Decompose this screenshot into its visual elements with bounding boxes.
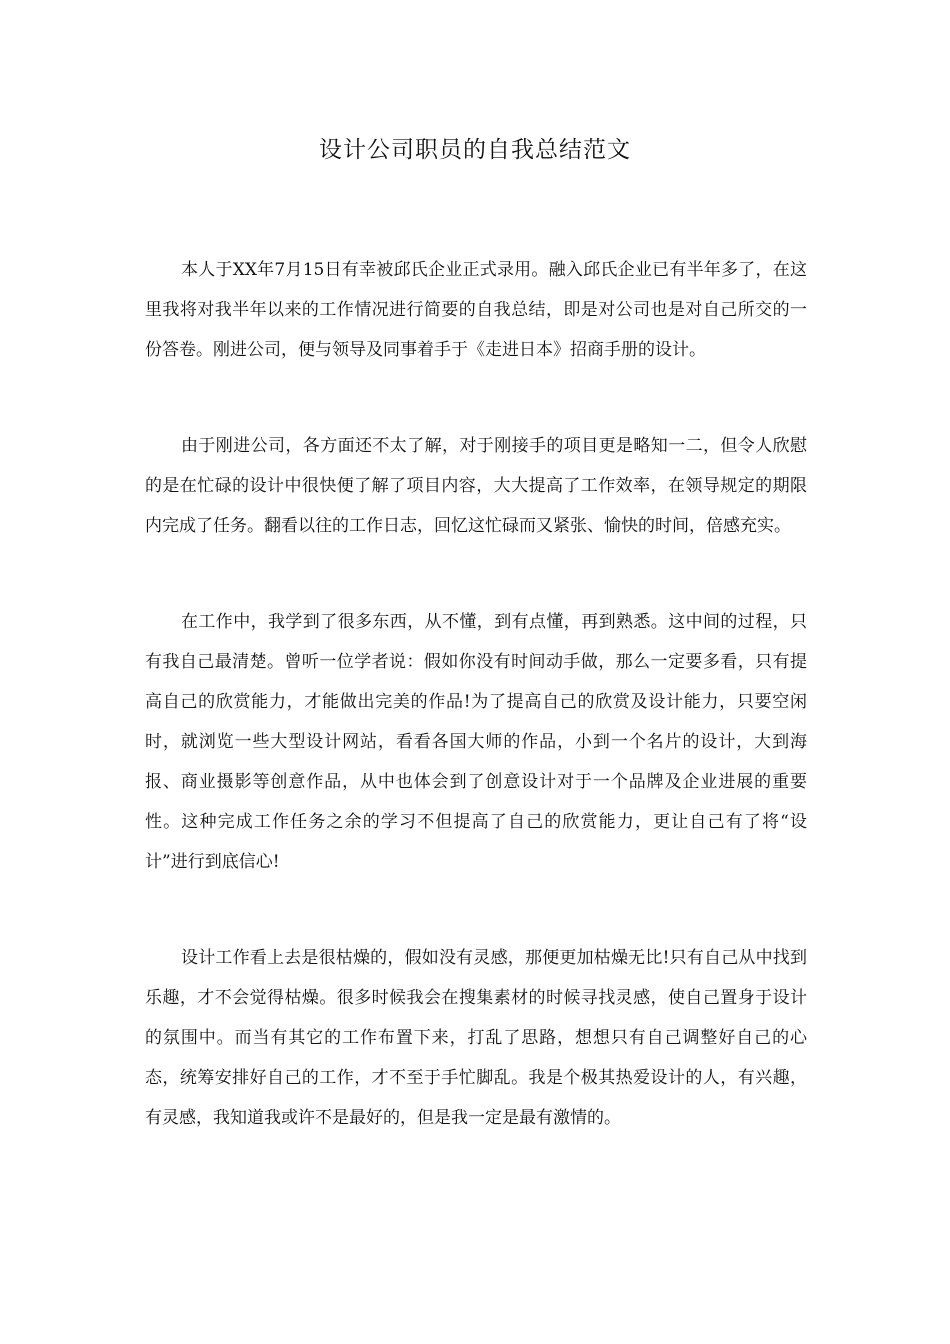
paragraph-2: 由于刚进公司，各方面还不太了解，对于刚接手的项目更是略知一二，但令人欣慰的是在忙碌的设计中很快便了解了项目内容，大大提高了工作效率，在领导规定的期限内完成了任务。翻看以往的工作日志，回忆这忙碌而又紧张、愉快的时间，倍感充实。 — [145, 436, 807, 536]
document-title: 设计公司职员的自我总结范文 — [319, 137, 631, 163]
document-body — [145, 250, 807, 1194]
paragraph-1: 本人于XX年7月15日有幸被邱氏企业正式录用。融入邱氏企业已有半年多了，在这里我将对我半年以来的工作情况进行简要的自我总结，即是对公司也是对自己所交的一份答卷。刚进公司，便与领导及同事着手于《走进日本》招商手册的设计。 — [145, 260, 807, 360]
paragraph-3: 在工作中，我学到了很多东西，从不懂，到有点懂，再到熟悉。这中间的过程，只有我自己最清楚。曾听一位学者说：假如你没有时间动手做，那么一定要多看，只有提高自己的欣赏能力，才能做出完美的作品!为了提高自己的欣赏及设计能力，只要空闲时，就浏览一些大型设计网站，看看各国大师的作品，小到一个名片的设计，大到海报、商业摄影等创意作品，从中也体会到了创意设计对于一个品牌及企业进展的重要性。这种完成工作任务之余的学习不但提高了自己的欣赏能力，更让自己有了将“设计”进行到底信心! — [145, 612, 807, 872]
paragraph-4: 设计工作看上去是很枯燥的，假如没有灵感，那便更加枯燥无比!只有自己从中找到乐趣，才不会觉得枯燥。很多时候我会在搜集素材的时候寻找灵感，使自己置身于设计的氛围中。而当有其它的工作布置下来，打乱了思路，想想只有自己调整好自己的心态，统筹安排好自己的工作，才不至于手忙脚乱。我是个极其热爱设计的人，有兴趣，有灵感，我知道我或许不是最好的，但是我一定是最有激情的。 — [145, 948, 807, 1128]
